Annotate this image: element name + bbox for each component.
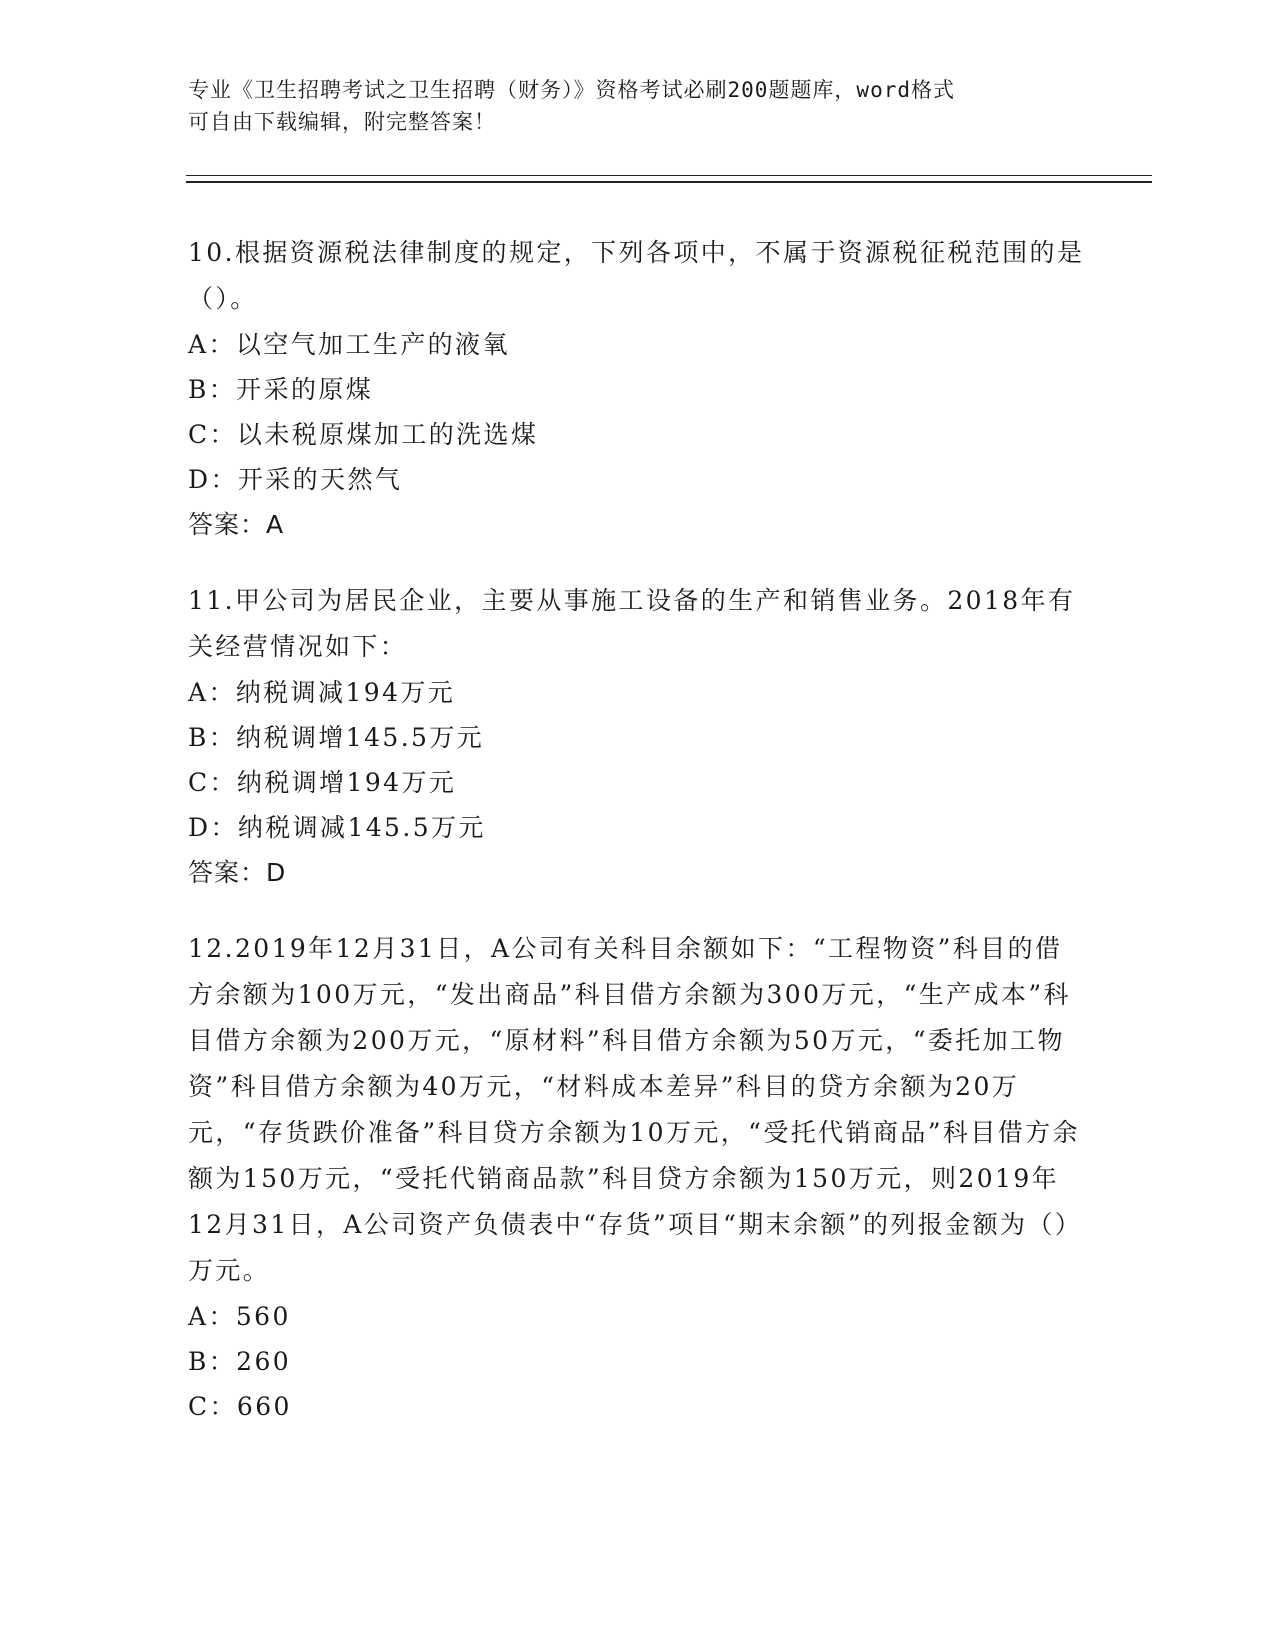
option-b: B：纳税调增145.5万元	[188, 723, 485, 752]
question-list	[188, 230, 1088, 1459]
header-divider	[186, 175, 1152, 183]
header-line-2: 可自由下载编辑，附完整答案！	[188, 110, 496, 134]
option-a: A：纳税调减194万元	[188, 678, 456, 707]
question-stem: 10.根据资源税法律制度的规定，下列各项中，不属于资源税征税范围的是（）。	[188, 238, 1085, 313]
option-c: C：以未税原煤加工的洗选煤	[188, 420, 539, 449]
document-header	[188, 74, 1068, 138]
option-a: A：560	[188, 1302, 291, 1331]
option-c: C：纳税调增194万元	[188, 768, 457, 797]
answer: 答案：A	[188, 510, 285, 539]
question-stem: 12.2019年12月31日，A公司有关科目余额如下：“工程物资”科目的借方余额为100万元，“发出商品”科目借方余额为300万元，“生产成本”科目借方余额为200万元，“原材料”科目借方余额为50万元，“委托加工物资”科目借方余额为40万元，“材料成本差异”科目的贷方余额为20万元，“存货跌价准备”科目贷方余额为10万元，“受托代销商品”科目借方余额为150万元，“受托代销商品款”科目贷方余额为150万元，则2019年12月31日，A公司资产负债表中“存货”项目“期末余额”的列报金额为（）万元。	[188, 934, 1083, 1285]
question-11	[188, 578, 1088, 896]
header-line-1: 专业《卫生招聘考试之卫生招聘（财务）》资格考试必刷200题题库，word格式	[188, 78, 955, 102]
option-c: C：660	[188, 1392, 292, 1421]
option-d: D：开采的天然气	[188, 465, 403, 494]
option-a: A：以空气加工生产的液氧	[188, 330, 510, 359]
option-b: B：开采的原煤	[188, 375, 374, 404]
question-12	[188, 926, 1088, 1429]
question-stem: 11.甲公司为居民企业，主要从事施工设备的生产和销售业务。2018年有关经营情况如下：	[188, 586, 1076, 661]
answer: 答案：D	[188, 858, 287, 887]
option-b: B：260	[188, 1347, 292, 1376]
question-10	[188, 230, 1088, 548]
option-d: D：纳税调减145.5万元	[188, 813, 486, 842]
